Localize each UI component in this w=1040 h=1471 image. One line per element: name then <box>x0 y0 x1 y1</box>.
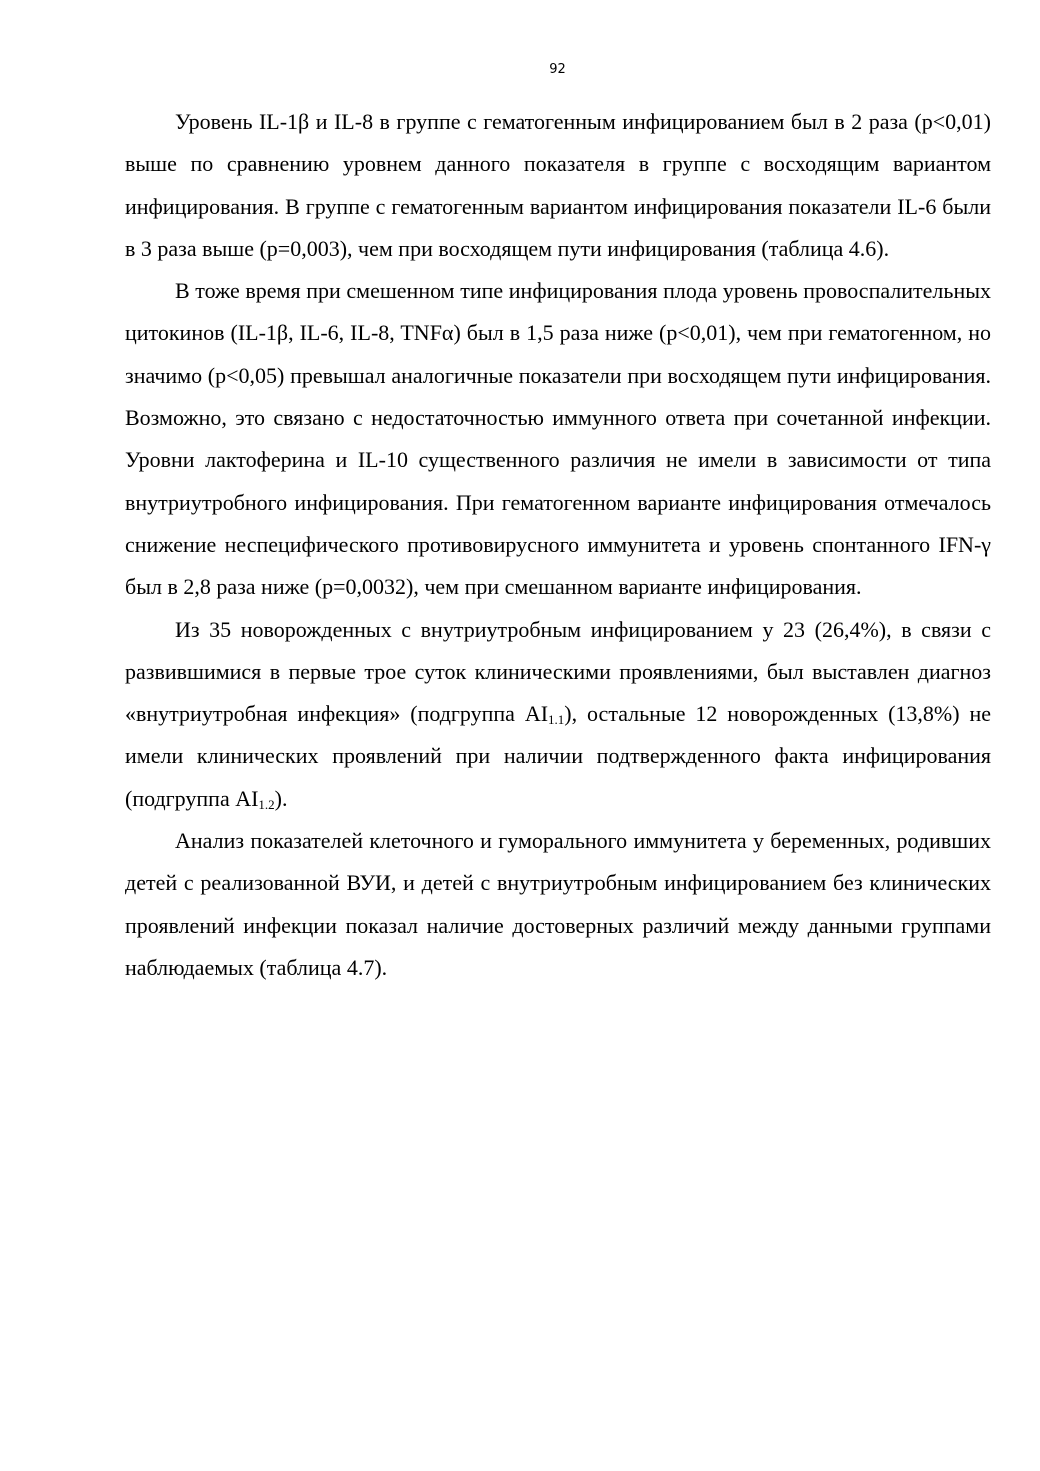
paragraph-cytokines-hematogenous: Уровень IL-1β и IL-8 в группе с гематогенным инфицированием был в 2 раза (р<0,01) выше по сравнению уровнем данного показателя в группе с восходящим вариантом инфицирования. В группе с гематогенным вариантом инфицирования показатели IL-6 были в 3 раза выше (р=0,003), чем при восходящем пути инфицирования (таблица 4.6). <box>125 109 991 261</box>
paragraph-mixed-infection: В тоже время при смешенном типе инфицирования плода уровень провоспалительных цитокинов (IL-1β, IL-6, IL-8, TNFα) был в 1,5 раза ниже (р<0,01), чем при гематогенном, но значимо (р<0,05) превышал аналогичные показатели при восходящем пути инфицирования. Возможно, это связано с недостаточностью иммунного ответа при сочетанной инфекции. Уровни лактоферина и IL-10 существенного различия не имели в зависимости от типа внутриутробного инфицирования. При гематогенном варианте инфицирования отмечалось снижение неспецифического противовирусного иммунитета и уровень спонтанного IFN-γ был в 2,8 раза ниже (р=0,0032), чем при смешанном варианте инфицирования. <box>125 278 991 600</box>
paragraph-text-part: ). <box>274 785 288 811</box>
subscript-subgroup-1-1: 1.1 <box>548 712 565 728</box>
page-number: 92 <box>549 62 566 77</box>
paragraph-newborns-subgroups <box>125 609 991 820</box>
paragraph-text-part: Из 35 новорожденных с внутриутробным инфицированием у 23 (26,4%), в связи с развившимися в первые трое суток клиническими проявлениями, был выставлен диагноз «внутриутробная инфекция» (подгруппа AI <box>125 616 991 727</box>
paragraph-text-part: ), остальные 12 новорожденных (13,8%) не имели клинических проявлений при наличии подтвержденного факта инфицирования (подгруппа AI <box>125 701 991 811</box>
document-body <box>125 101 991 989</box>
subscript-subgroup-1-2: 1.2 <box>258 796 275 812</box>
paragraph-immunity-analysis: Анализ показателей клеточного и гуморального иммунитета у беременных, родивших детей с реализованной ВУИ, и детей с внутриутробным инфицированием без клинических проявлений инфекции показал наличие достоверных различий между данными группами наблюдаемых (таблица 4.7). <box>125 828 991 980</box>
